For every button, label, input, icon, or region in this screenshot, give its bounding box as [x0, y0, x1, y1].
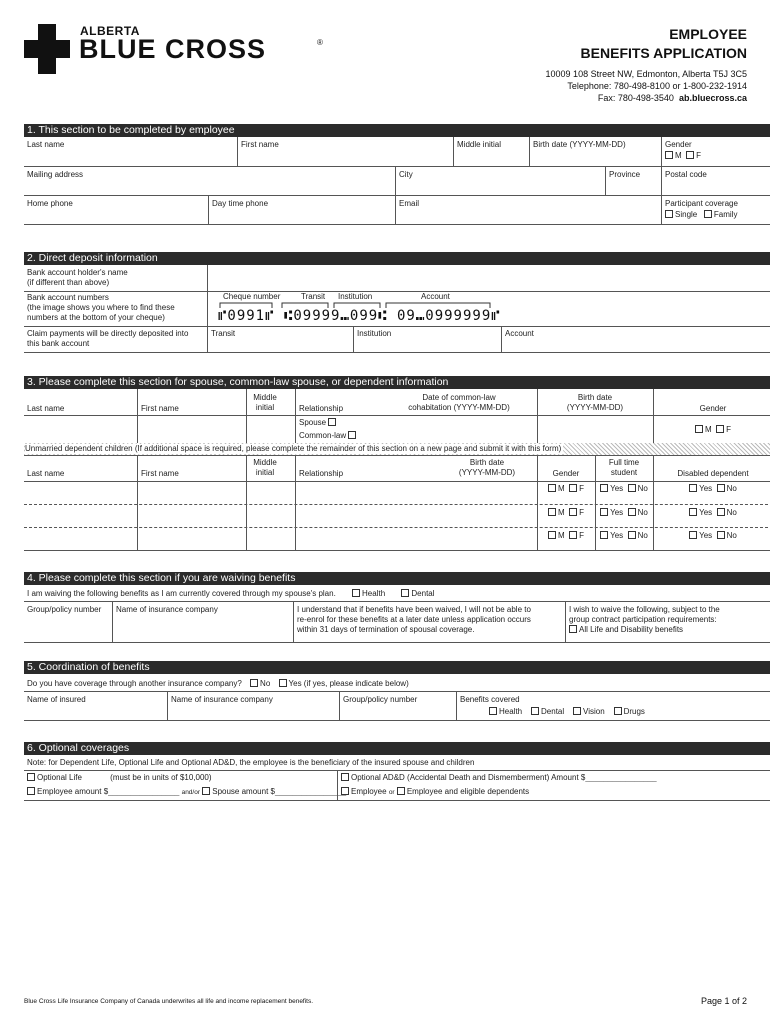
brand-reg: ®: [317, 38, 323, 47]
spouse-gender-options: M F: [653, 425, 770, 435]
child2-disabled-no-checkbox[interactable]: [717, 508, 725, 516]
middle-initial-field[interactable]: Middle initial: [457, 140, 502, 149]
form-title: EMPLOYEE BENEFITS APPLICATION: [580, 26, 747, 61]
spouse-gender-label: Gender: [699, 404, 727, 413]
child3-disabled-yes-checkbox[interactable]: [689, 531, 697, 539]
section3-header: 3. Please complete this section for spouse, common-law spouse, or dependent information: [24, 376, 770, 389]
gender-f-checkbox[interactable]: [686, 151, 694, 159]
city-field[interactable]: City: [399, 170, 413, 179]
child3-f-checkbox[interactable]: [569, 531, 577, 539]
fax-website: Fax: 780-498-3540 ab.bluecross.ca: [597, 93, 747, 103]
account-holder-label: Bank account holder's name (if different than above): [27, 268, 128, 287]
benefit-health-checkbox[interactable]: [489, 707, 497, 715]
disabled-dependent-label: Disabled dependent: [677, 469, 749, 478]
waive-life-disability-checkbox[interactable]: [569, 625, 577, 633]
add-coverage-row: Employee or Employee and eligible dependents: [341, 787, 529, 798]
spouse-checkbox[interactable]: [328, 418, 336, 426]
optional-life-checkbox[interactable]: [27, 773, 35, 781]
email-field[interactable]: Email: [399, 199, 420, 208]
waive-dental-checkbox[interactable]: [401, 589, 409, 597]
common-law-option: Common-law: [299, 431, 358, 441]
section4-header: 4. Please complete this section if you are waiving benefits: [24, 572, 770, 585]
section2-header: 2. Direct deposit information: [24, 252, 770, 265]
spouse-m-checkbox[interactable]: [695, 425, 703, 433]
benefit-drugs-checkbox[interactable]: [614, 707, 622, 715]
brand-line1: ALBERTA: [80, 24, 140, 38]
optional-add-checkbox[interactable]: [341, 773, 349, 781]
spouse-f-checkbox[interactable]: [716, 425, 724, 433]
child-relationship-label: Relationship: [299, 469, 344, 478]
child2-student-yes-checkbox[interactable]: [600, 508, 608, 516]
birth-date-field[interactable]: Birth date (YYYY-MM-DD): [533, 140, 626, 149]
child3-m-checkbox[interactable]: [548, 531, 556, 539]
province-field[interactable]: Province: [609, 170, 641, 179]
spouse-amount-checkbox[interactable]: [202, 787, 210, 795]
spouse-middle-initial-field[interactable]: Middle initial: [253, 393, 277, 412]
coverage-options: Single Family: [665, 210, 737, 220]
life-amounts-row: Employee amount $________________ and/or Spouse amount $________________: [27, 787, 346, 798]
waive-health-checkbox[interactable]: [352, 589, 360, 597]
single-checkbox[interactable]: [665, 210, 673, 218]
benefits-covered-label: Benefits covered: [460, 695, 520, 704]
deposit-institution-field[interactable]: Institution: [357, 329, 392, 338]
child1-f-checkbox[interactable]: [569, 484, 577, 492]
benefits-covered-options: Health Dental Vision Drugs: [489, 707, 645, 717]
coord-group-policy-field[interactable]: Group/policy number: [343, 695, 418, 704]
spouse-amount-field[interactable]: ________________: [274, 787, 347, 796]
child-last-name-label: Last name: [27, 469, 65, 478]
spouse-first-name-field[interactable]: First name: [141, 404, 179, 413]
website-link[interactable]: ab.bluecross.ca: [678, 93, 747, 103]
child1-student-no-checkbox[interactable]: [628, 484, 636, 492]
claims-note: Claim payments will be directly deposited into this bank account: [27, 329, 189, 348]
common-law-date-field[interactable]: Date of common-law cohabitation (YYYY-MM-DD): [408, 393, 510, 412]
coordination-yes-checkbox[interactable]: [279, 679, 287, 687]
child3-disabled-no-checkbox[interactable]: [717, 531, 725, 539]
brand-line2: BLUE CROSS: [79, 34, 267, 64]
common-law-checkbox[interactable]: [348, 431, 356, 439]
coordination-no-checkbox[interactable]: [250, 679, 258, 687]
postal-code-field[interactable]: Postal code: [665, 170, 707, 179]
deposit-transit-field[interactable]: Transit: [211, 329, 236, 338]
mailing-address-field[interactable]: Mailing address: [27, 170, 84, 179]
child2-disabled-yes-checkbox[interactable]: [689, 508, 697, 516]
gender-m-checkbox[interactable]: [665, 151, 673, 159]
benefit-vision-checkbox[interactable]: [573, 707, 581, 715]
footer-note: Blue Cross Life Insurance Company of Canada underwrites all life and income replacement benefits.: [24, 998, 314, 1005]
waive-understand-note: I understand that if benefits have been waived, I will not be able to re-enrol for these benefits at a later date unless application occurs within 31 days of termination of spousal coverage.: [297, 605, 531, 634]
waive-group-policy-field[interactable]: Group/policy number: [27, 605, 102, 614]
waive-wish-note: I wish to waive the following, subject to the group contract participation requirements: All Life and Disability benefits: [569, 605, 720, 634]
address: 10009 108 Street NW, Edmonton, Alberta T5J 3C5: [545, 69, 747, 79]
child2-student-no-checkbox[interactable]: [628, 508, 636, 516]
participant-coverage-label: Participant coverage: [665, 199, 738, 208]
employee-amount-checkbox[interactable]: [27, 787, 35, 795]
waiving-row: I am waiving the following benefits as I am currently covered through my spouse's plan. Health Dental: [27, 589, 435, 598]
waive-insurance-company-field[interactable]: Name of insurance company: [116, 605, 218, 614]
section6-header: 6. Optional coverages: [24, 742, 770, 755]
institution-label: Institution: [338, 292, 373, 301]
home-phone-field[interactable]: Home phone: [27, 199, 73, 208]
spouse-option: Spouse: [299, 418, 338, 428]
optional-add-row: Optional AD&D (Accidental Death and Dismemberment) Amount $________________: [341, 773, 657, 783]
transit-label: Transit: [301, 292, 326, 301]
family-checkbox[interactable]: [704, 210, 712, 218]
child1-student-yes-checkbox[interactable]: [600, 484, 608, 492]
section5-header: 5. Coordination of benefits: [24, 661, 770, 674]
day-phone-field[interactable]: Day time phone: [212, 199, 269, 208]
blue-cross-logo: [24, 24, 334, 74]
employee-amount-field[interactable]: ________________: [108, 787, 180, 796]
spouse-birth-date-field[interactable]: Birth date (YYYY-MM-DD): [566, 393, 624, 412]
spouse-last-name-field[interactable]: Last name: [27, 404, 65, 413]
child1-disabled-yes-checkbox[interactable]: [689, 484, 697, 492]
contact-block: [546, 68, 747, 104]
coordination-question: Do you have coverage through another insurance company? No Yes (if yes, please indicate below): [27, 679, 409, 688]
child2-m-checkbox[interactable]: [548, 508, 556, 516]
child-middle-initial-label: Middle initial: [253, 458, 277, 477]
optional-life-row: Optional Life (must be in units of $10,000): [27, 773, 212, 783]
add-amount-field[interactable]: ________________: [585, 773, 657, 782]
last-name-field[interactable]: Last name: [27, 140, 65, 149]
cheque-number-label: Cheque number: [223, 292, 281, 301]
full-time-student-label: Full time student: [608, 458, 640, 477]
optional-note: Note: for Dependent Life, Optional Life and Optional AD&D, the employee is the beneficiary of the insured spouse and children: [27, 758, 475, 767]
child-birth-date-label: Birth date (YYYY-MM-DD): [458, 458, 516, 477]
gender-label: Gender: [665, 140, 692, 149]
first-name-field[interactable]: First name: [241, 140, 279, 149]
child-gender-label: Gender: [552, 469, 580, 478]
child3-student-no-checkbox[interactable]: [628, 531, 636, 539]
page-number: Page 1 of 2: [700, 996, 747, 1006]
child3-student-yes-checkbox[interactable]: [600, 531, 608, 539]
child1-disabled-no-checkbox[interactable]: [717, 484, 725, 492]
benefit-dental-checkbox[interactable]: [531, 707, 539, 715]
add-employee-dependents-checkbox[interactable]: [397, 787, 405, 795]
micr-line: ⑈0991⑈ ⑆09999⑉099⑆ 09⑉0999999⑈: [218, 308, 501, 324]
account-numbers-label: Bank account numbers (the image shows you where to find these numbers at the bottom of your cheque): [27, 293, 175, 322]
telephone: Telephone: 780-498-8100 or 1-800-232-1914: [567, 81, 747, 91]
unmarried-note: Unmarried dependent children (If additional space is required, please complete the remainder of this section on a new page and submit it with this form): [25, 444, 562, 453]
child1-m-checkbox[interactable]: [548, 484, 556, 492]
name-of-insured-field[interactable]: Name of insured: [27, 695, 86, 704]
spouse-relationship-label: Relationship: [299, 404, 344, 413]
cross-icon: [24, 24, 70, 74]
gender-options: M F: [665, 151, 701, 161]
account-label: Account: [421, 292, 450, 301]
add-employee-checkbox[interactable]: [341, 787, 349, 795]
child-first-name-label: First name: [141, 469, 179, 478]
coord-insurance-company-field[interactable]: Name of insurance company: [171, 695, 273, 704]
section1-header: 1. This section to be completed by employee: [24, 124, 770, 137]
deposit-account-field[interactable]: Account: [505, 329, 534, 338]
child2-f-checkbox[interactable]: [569, 508, 577, 516]
